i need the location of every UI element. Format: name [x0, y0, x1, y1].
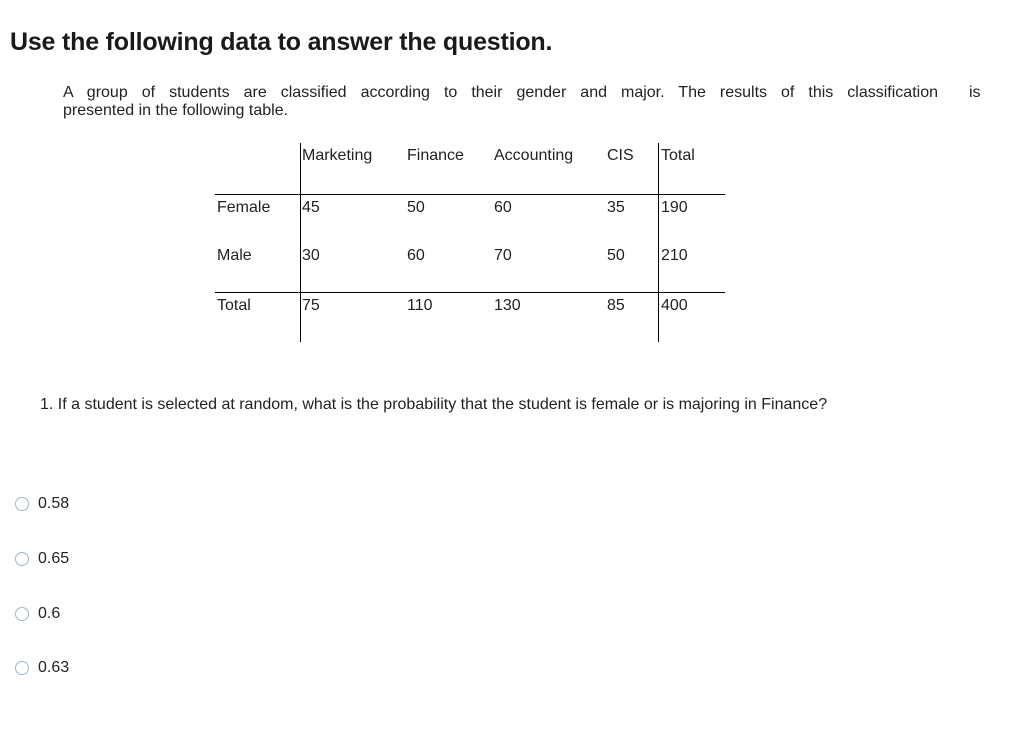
answer-option-1[interactable] — [15, 494, 69, 514]
radio-button[interactable] — [15, 661, 29, 675]
col-header-marketing: Marketing — [302, 147, 373, 164]
radio-button[interactable] — [15, 607, 29, 621]
table-rule-header — [215, 194, 725, 195]
cell-male-total: 210 — [661, 247, 688, 264]
row-label-female: Female — [217, 199, 271, 216]
cell-female-accounting: 60 — [494, 199, 512, 216]
table-rule-total — [215, 292, 725, 293]
col-header-total: Total — [661, 147, 695, 164]
cell-male-finance: 60 — [407, 247, 425, 264]
page-heading: Use the following data to answer the question. — [10, 28, 553, 56]
row-label-male: Male — [217, 247, 252, 264]
col-header-finance: Finance — [407, 147, 464, 164]
row-label-total: Total — [217, 297, 251, 314]
table-divider-right — [658, 143, 659, 342]
cell-female-finance: 50 — [407, 199, 425, 216]
cell-total-cis: 85 — [607, 297, 625, 314]
intro-text-line2: presented in the following table. — [63, 102, 289, 119]
cell-female-total: 190 — [661, 199, 688, 216]
cell-female-marketing: 45 — [302, 199, 320, 216]
cell-male-accounting: 70 — [494, 247, 512, 264]
answer-option-label: 0.6 — [38, 605, 61, 622]
cell-female-cis: 35 — [607, 199, 625, 216]
col-header-cis: CIS — [607, 147, 634, 164]
cell-male-marketing: 30 — [302, 247, 320, 264]
intro-text-line1-end: is — [969, 84, 981, 101]
answer-option-label: 0.63 — [38, 659, 70, 676]
radio-button[interactable] — [15, 497, 29, 511]
col-header-accounting: Accounting — [494, 147, 574, 164]
question-text: 1. If a student is selected at random, what is the probability that the student is female or is majoring in Finance? — [40, 396, 828, 413]
cell-total-accounting: 130 — [494, 297, 521, 314]
answer-option-3[interactable] — [15, 604, 60, 624]
cell-total-finance: 110 — [407, 297, 433, 314]
answer-option-label: 0.58 — [38, 495, 70, 512]
radio-button[interactable] — [15, 552, 29, 566]
cell-male-cis: 50 — [607, 247, 625, 264]
answer-option-4[interactable] — [15, 658, 69, 678]
answer-option-label: 0.65 — [38, 550, 70, 567]
cell-total-marketing: 75 — [302, 297, 320, 314]
intro-text-line1: A group of students are classified according to their gender and major. The results of this classification — [63, 84, 938, 101]
cell-total-total: 400 — [661, 297, 688, 314]
answer-option-2[interactable] — [15, 549, 69, 569]
table-divider-left — [300, 143, 301, 342]
